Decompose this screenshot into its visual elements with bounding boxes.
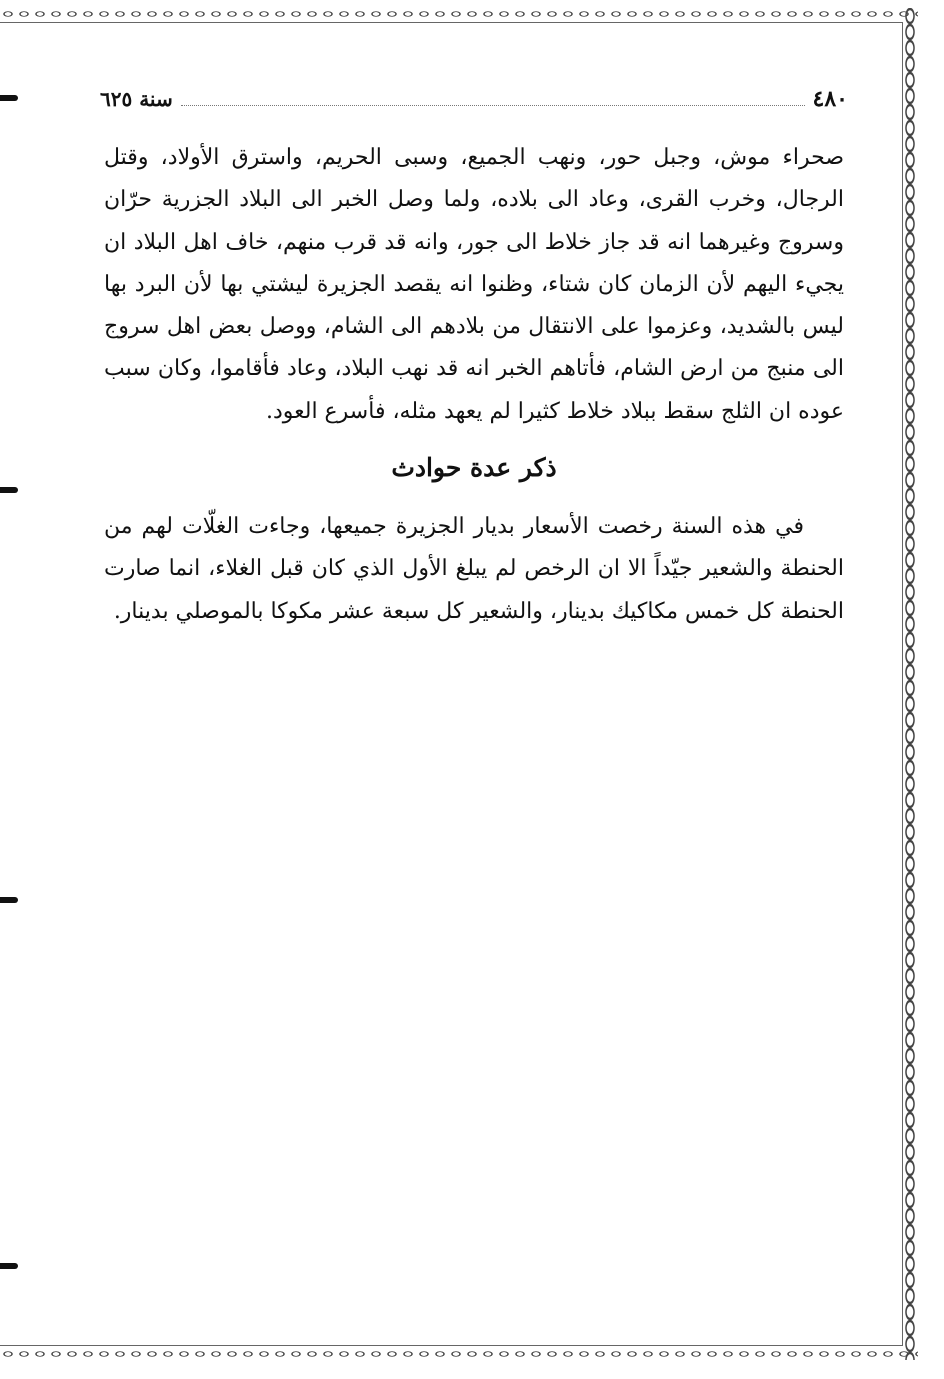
dotted-leader xyxy=(181,105,805,106)
inner-rule-top xyxy=(0,22,902,23)
binding-mark xyxy=(0,897,18,903)
decorative-border-bottom xyxy=(0,1348,918,1360)
running-title: سنة ٦٢٥ xyxy=(100,87,173,111)
decorative-border-top xyxy=(0,8,918,20)
binding-mark xyxy=(0,1263,18,1269)
page-number: ٤٨٠ xyxy=(812,86,848,112)
binding-mark xyxy=(0,95,18,101)
body-paragraph: في هذه السنة رخصت الأسعار بديار الجزيرة جميعها، وجاءت الغلّات لهم من الحنطة والشعير جيّداً الا ان الرخص لم يبلغ الأول الذي كان قبل الغلاء، انما صارت الحنطة كل خمس مكاكيك بدينار، والشعير كل سبعة عشر مكوكا بالموصلي بدينار. xyxy=(104,514,844,624)
running-header xyxy=(100,84,848,114)
decorative-border-right xyxy=(904,8,916,1360)
body-paragraph: صحراء موش، وجبل حور، ونهب الجميع، وسبى الحريم، واسترق الأولاد، وقتل الرجال، وخرب القرى، وعاد الى بلاده، ولما وصل الخبر الى البلاد الجزرية حرّان وسروج وغيرهما انه قد جاز خلاط الى جور، وانه قد قرب منهم، خاف اهل البلاد ان يجيء اليهم لأن الزمان كان شتاء، وظنوا انه يقصد الجزيرة ليشتي بها لأن البرد بها ليس بالشديد، وعزموا على الانتقال من بلادهم الى الشام، ووصل بعض اهل سروج الى منبج من ارض الشام، فأتاهم الخبر انه قد نهب البلاد، وعاد فأقاموا، وكان سبب عوده ان الثلج سقط ببلاد خلاط كثيرا لم يعهد مثله، فأسرع العود. xyxy=(104,145,844,424)
section-heading: ذكر عدة حوادث xyxy=(391,453,557,482)
inner-rule-right xyxy=(902,22,903,1346)
inner-rule-bottom xyxy=(0,1345,902,1346)
binding-mark xyxy=(0,487,18,493)
